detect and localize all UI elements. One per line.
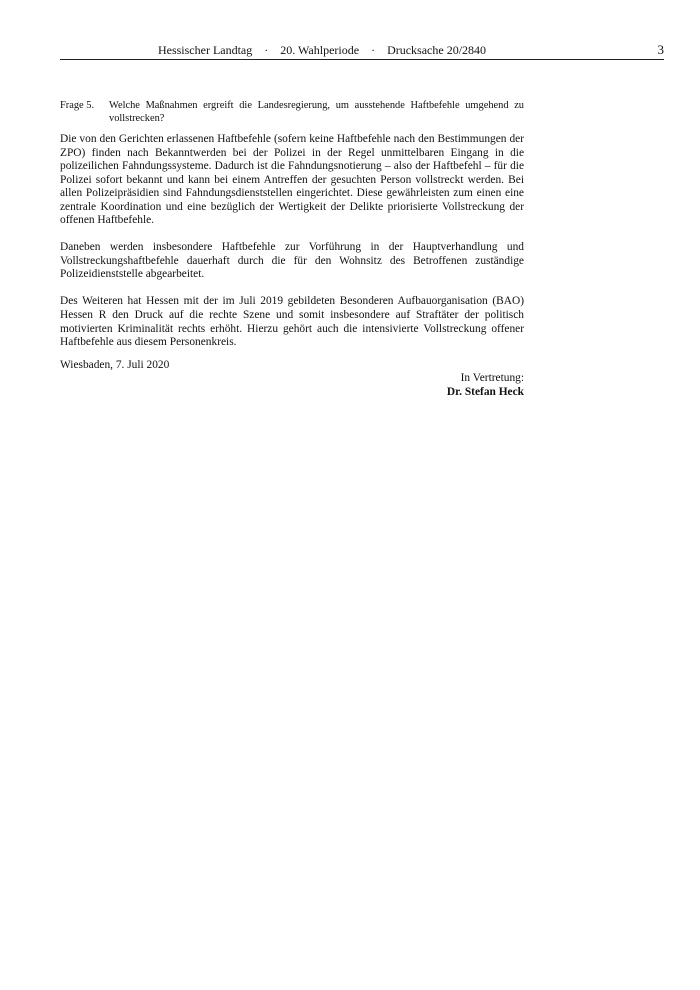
header-separator: · bbox=[371, 43, 376, 57]
signature-block bbox=[300, 372, 524, 399]
header-period: 20. Wahlperiode bbox=[280, 43, 360, 57]
place-date: Wiesbaden, 7. Juli 2020 bbox=[60, 359, 170, 371]
header-document-number: Drucksache 20/2840 bbox=[387, 43, 487, 57]
signatory-name: Dr. Stefan Heck bbox=[446, 385, 524, 398]
answer-body bbox=[60, 133, 524, 363]
header-line bbox=[60, 42, 584, 58]
header-parliament: Hessischer Landtag bbox=[157, 43, 253, 57]
question-text: Welche Maßnahmen ergreift die Landesregierung, um ausstehende Haftbefehle umgehend zu vollstrecken? bbox=[109, 100, 524, 124]
page-number: 3 bbox=[657, 42, 664, 57]
representation-note: In Vertretung: bbox=[460, 372, 524, 384]
question-label: Frage 5. bbox=[60, 100, 95, 111]
question-block bbox=[60, 100, 524, 125]
page-header bbox=[60, 42, 664, 60]
answer-paragraph: Daneben werden insbesondere Haftbefehle zur Vorführung in der Hauptverhandlung und Vollstreckungshaftbefehle dauerhaft durch die für den Wohnsitz des Betroffenen zuständige Polizeidienststelle abgearbeitet. bbox=[60, 241, 524, 281]
header-rule bbox=[60, 59, 664, 60]
answer-paragraph: Des Weiteren hat Hessen mit der im Juli 2019 gebildeten Besonderen Aufbauorganisation (BAO) Hessen R den Druck auf die rechte Szene und somit insbesondere auf Straftäter der politisch motivierten Kriminalität rechts erhöht. Hierzu gehört auch die intensivierte Vollstreckung offener Haftbefehle aus diesem Personenkreis. bbox=[60, 295, 524, 349]
header-separator: · bbox=[264, 43, 269, 57]
answer-paragraph: Die von den Gerichten erlassenen Haftbefehle (sofern keine Haftbefehle nach den Bestimmungen der ZPO) finden nach Bekanntwerden bei der Polizei in der Regel unmittelbaren Eingang in die polizeilichen Fahndungssysteme. Dadurch ist die Fahndungsnotierung – also der Haftbefehl – für die Polizei sofort bekannt und kann bei einem Antreffen der gesuchten Person vollstreckt werden. Bei allen Polizeipräsidien sind Fahndungsdienststellen eingerichtet. Diese gewährleisten zum einen eine zentrale Koordination und eine bezüglich der Wertigkeit der Delikte priorisierte Vollstreckung der offenen Haftbefehle. bbox=[60, 133, 524, 227]
